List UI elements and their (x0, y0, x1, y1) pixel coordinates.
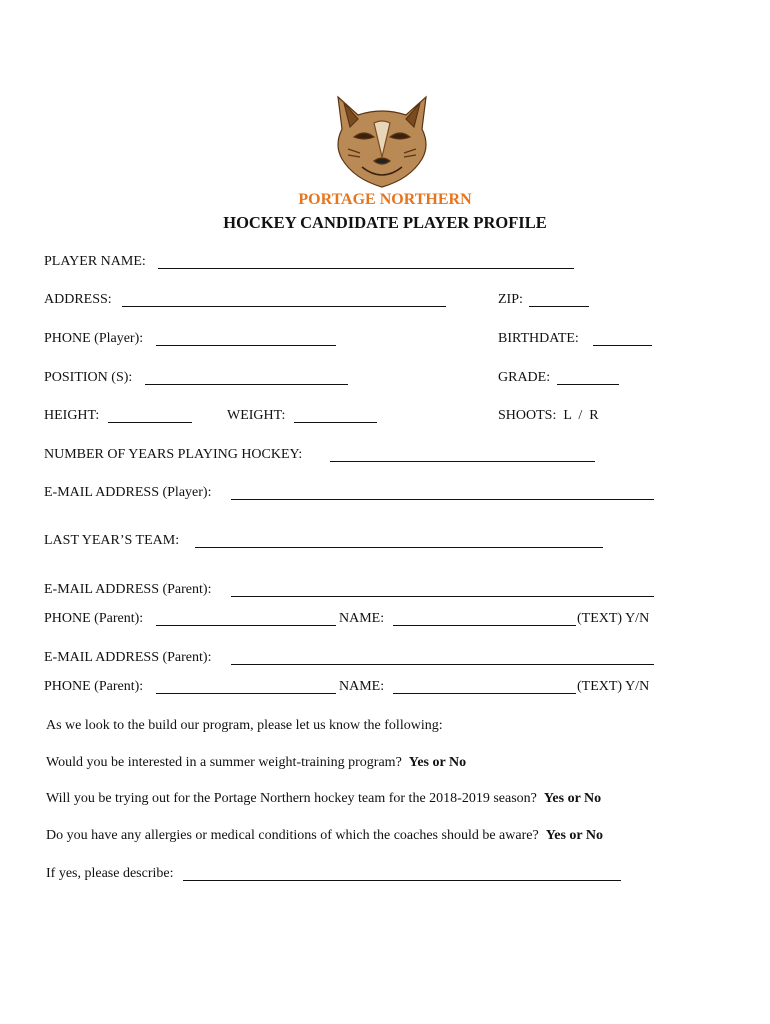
question-1-text: Would you be interested in a summer weight-training program? (46, 755, 402, 770)
address-label: ADDRESS: (44, 292, 112, 307)
weight-field[interactable] (294, 422, 377, 423)
phone-parent-1-field[interactable] (156, 625, 336, 626)
email-parent-1-label: E-MAIL ADDRESS (Parent): (44, 582, 212, 597)
describe-field[interactable] (183, 880, 621, 881)
position-field[interactable] (145, 384, 348, 385)
grade-field[interactable] (557, 384, 619, 385)
email-player-field[interactable] (231, 499, 654, 500)
question-2-text: Will you be trying out for the Portage Northern hockey team for the 2018-2019 season? (46, 791, 537, 806)
text-yn-parent-1[interactable]: (TEXT) Y/N (577, 611, 650, 626)
birthdate-field[interactable] (593, 345, 652, 346)
question-allergies (46, 828, 603, 844)
shoots-selector[interactable]: SHOOTS: L / R (498, 408, 599, 423)
text-yn-parent-2[interactable]: (TEXT) Y/N (577, 679, 650, 694)
last-team-label: LAST YEAR’S TEAM: (44, 533, 180, 548)
phone-player-label: PHONE (Player): (44, 331, 144, 346)
years-playing-label: NUMBER OF YEARS PLAYING HOCKEY: (44, 447, 303, 462)
question-weight-training (46, 755, 466, 771)
question-tryout (46, 791, 601, 807)
name-parent-1-label: NAME: (339, 611, 385, 626)
question-1-yes-no[interactable]: Yes or No (408, 755, 467, 770)
email-parent-1-field[interactable] (231, 596, 654, 597)
question-2-yes-no[interactable]: Yes or No (543, 791, 602, 806)
questions-intro: As we look to the build our program, please let us know the following: (46, 718, 443, 733)
birthdate-label: BIRTHDATE: (498, 331, 579, 346)
phone-player-field[interactable] (156, 345, 336, 346)
zip-label: ZIP: (498, 292, 523, 307)
name-parent-2-label: NAME: (339, 679, 385, 694)
years-playing-field[interactable] (330, 461, 595, 462)
last-team-field[interactable] (195, 547, 603, 548)
height-field[interactable] (108, 422, 192, 423)
grade-label: GRADE: (498, 370, 551, 385)
form-title: HOCKEY CANDIDATE PLAYER PROFILE (223, 213, 547, 232)
zip-field[interactable] (529, 306, 589, 307)
describe-label: If yes, please describe: (46, 866, 174, 881)
email-parent-2-label: E-MAIL ADDRESS (Parent): (44, 650, 212, 665)
name-parent-2-field[interactable] (393, 693, 576, 694)
question-3-yes-no[interactable]: Yes or No (545, 828, 603, 843)
school-title: PORTAGE NORTHERN (298, 191, 472, 208)
player-name-label: PLAYER NAME: (44, 254, 146, 269)
name-parent-1-field[interactable] (393, 625, 576, 626)
height-label: HEIGHT: (44, 408, 100, 423)
phone-parent-2-label: PHONE (Parent): (44, 679, 144, 694)
position-label: POSITION (S): (44, 370, 133, 385)
email-parent-2-field[interactable] (231, 664, 654, 665)
phone-parent-2-field[interactable] (156, 693, 336, 694)
address-field[interactable] (122, 306, 446, 307)
wolf-head-logo (330, 93, 434, 189)
phone-parent-1-label: PHONE (Parent): (44, 611, 144, 626)
question-3-text: Do you have any allergies or medical conditions of which the coaches should be aware? (46, 828, 539, 843)
weight-label: WEIGHT: (227, 408, 286, 423)
email-player-label: E-MAIL ADDRESS (Player): (44, 485, 212, 500)
player-name-field[interactable] (158, 268, 574, 269)
